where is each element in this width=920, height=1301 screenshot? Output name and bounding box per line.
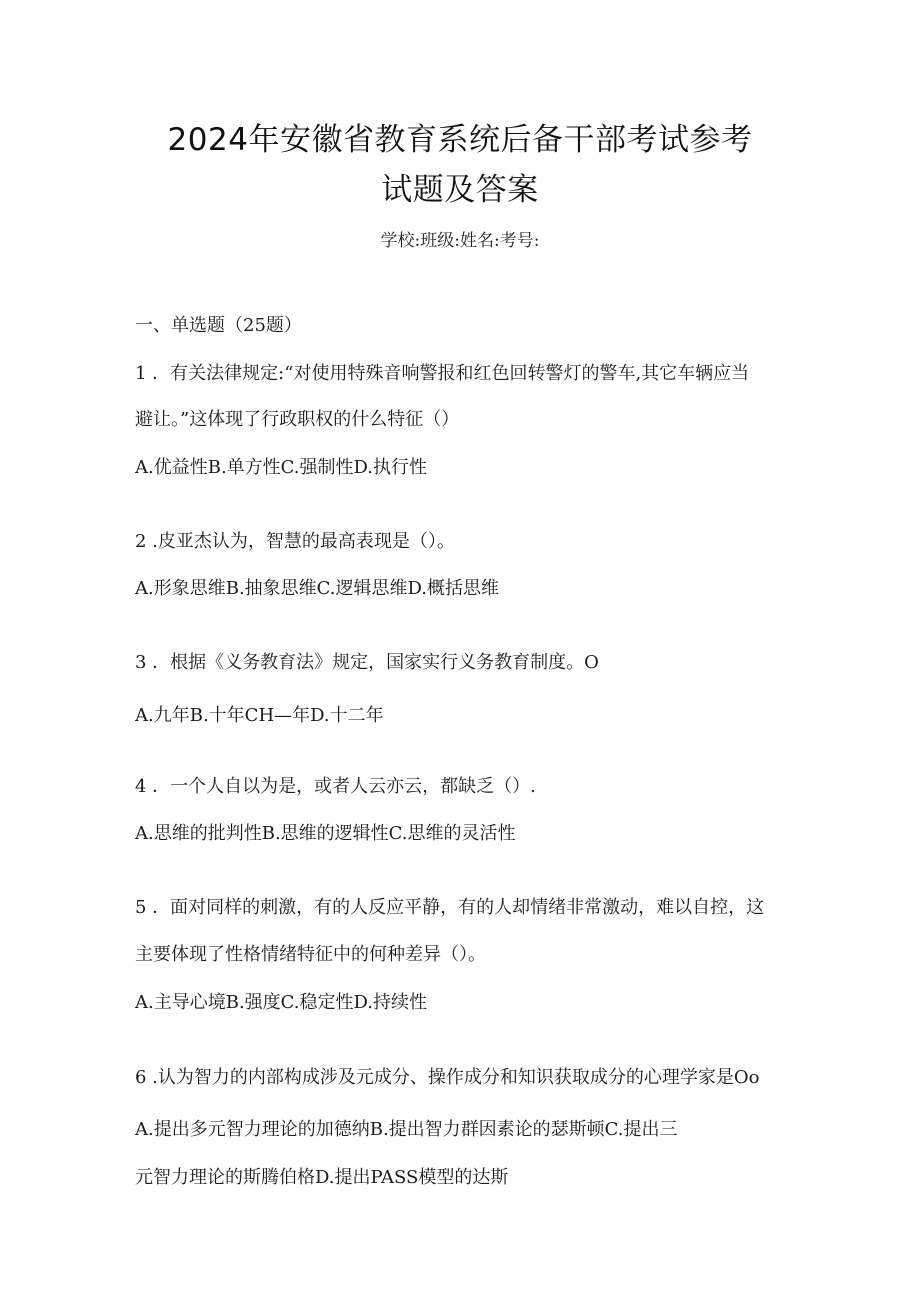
question-2-options: A.形象思维B.抽象思维C.逻辑思维D.概括思维 (135, 578, 500, 599)
question-6-options-line-1: A.提出多元智力理论的加德纳B.提出智力群因素论的瑟斯顿C.提出三 (135, 1119, 678, 1140)
question-6-stem: 6 .认为智力的内部构成涉及元成分、操作成分和知识获取成分的心理学家是Oo (135, 1067, 760, 1088)
question-4-stem: 4 ．一个人自以为是，或者人云亦云，都缺乏（）. (135, 776, 536, 797)
question-2-stem: 2 .皮亚杰认为，智慧的最高表现是（）。 (135, 531, 455, 552)
question-3-options: A.九年B.十年CH—年D.十二年 (135, 705, 384, 726)
question-3-stem: 3 ．根据《义务教育法》规定，国家实行义务教育制度。O (135, 652, 599, 673)
question-5-stem-line-2: 主要体现了性格情绪特征中的何种差异（）。 (135, 944, 486, 965)
document-title-line-2: 试题及答案 (381, 172, 539, 208)
question-5-stem-line-1: 5 ．面对同样的刺激，有的人反应平静，有的人却情绪非常激动，难以自控，这 (135, 897, 765, 918)
question-5-options: A.主导心境B.强度C.稳定性D.持续性 (135, 992, 428, 1013)
question-6-options-line-2: 元智力理论的斯腾伯格D.提出PASS模型的达斯 (135, 1167, 509, 1188)
document-title-line-1: 2024年安徽省教育系统后备干部考试参考 (167, 122, 753, 158)
student-info-line: 学校:班级:姓名:考号: (380, 231, 540, 251)
section-heading: 一、单选题（25题） (135, 315, 302, 336)
question-1-stem-line-2: 避让。”这体现了行政职权的什么特征（） (135, 409, 460, 430)
question-4-options: A.思维的批判性B.思维的逻辑性C.思维的灵活性 (135, 823, 516, 844)
question-1-options: A.优益性B.单方性C.强制性D.执行性 (135, 457, 428, 478)
question-1-stem-line-1: 1 ．有关法律规定:“对使用特殊音响警报和红色回转警灯的警车,其它车辆应当 (135, 363, 750, 384)
